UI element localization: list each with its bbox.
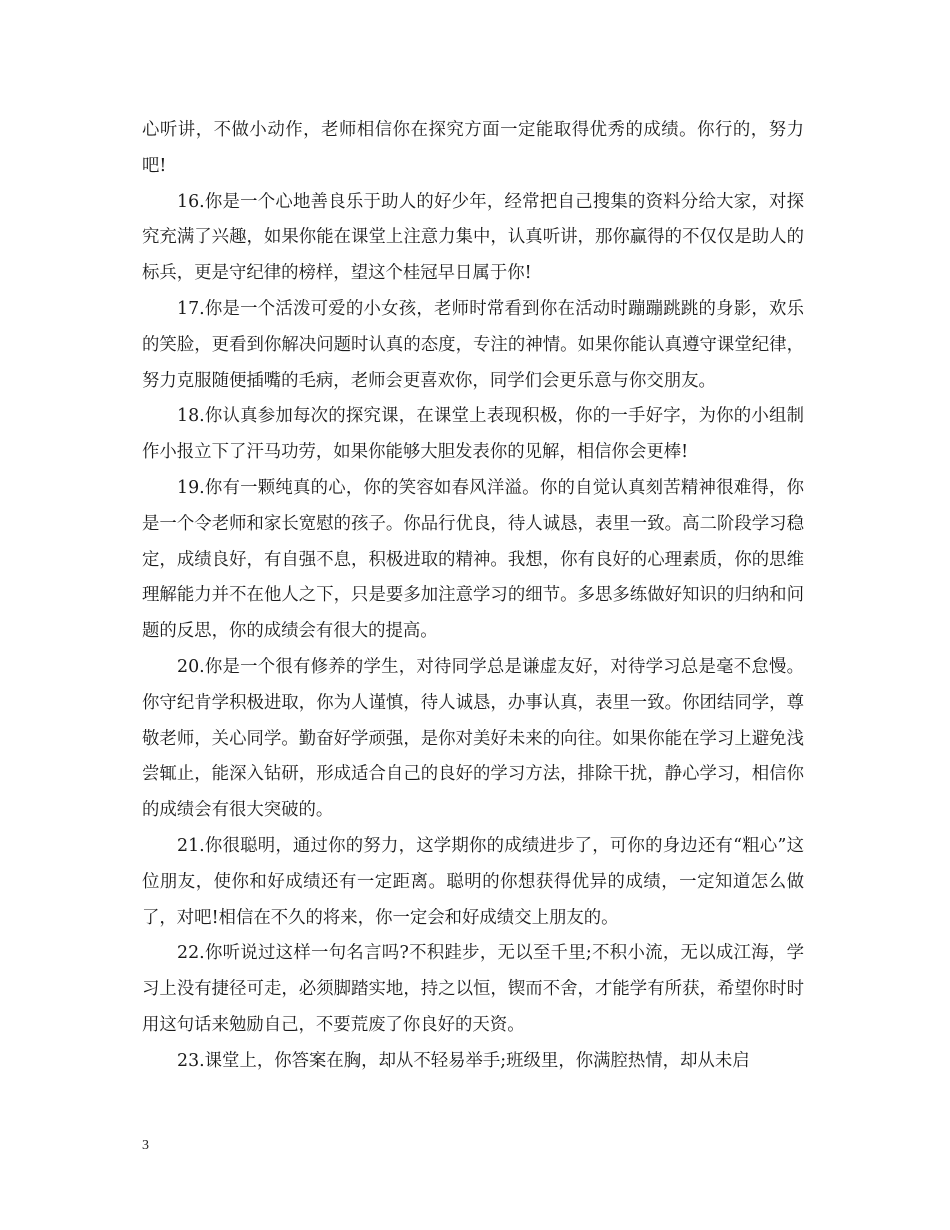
document-body xyxy=(142,113,804,1080)
paragraph-17: 17.你是一个活泼可爱的小女孩，老师时常看到你在活动时蹦蹦跳跳的身影，欢乐的笑脸，更看到你解决问题时认真的态度，专注的神情。如果你能认真遵守课堂纪律，努力克服随便插嘴的毛病，老师会更喜欢你，同学们会更乐意与你交朋友。 xyxy=(142,298,804,391)
paragraph-21: 21.你很聪明，通过你的努力，这学期你的成绩进步了，可你的身边还有“粗心”这位朋友，使你和好成绩还有一定距离。聪明的你想获得优异的成绩，一定知道怎么做了，对吧!相信在不久的将来，你一定会和好成绩交上朋友的。 xyxy=(142,835,804,928)
paragraph-23: 23.课堂上，你答案在胸，却从不轻易举手;班级里，你满腔热情，却从未启 xyxy=(177,1050,750,1071)
page-number: 3 xyxy=(142,1138,149,1153)
paragraph-19: 19.你有一颗纯真的心，你的笑容如春风洋溢。你的自觉认真刻苦精神很难得，你是一个令老师和家长宽慰的孩子。你品行优良，待人诚恳，表里一致。高二阶段学习稳定，成绩良好，有自强不息，积极进取的精神。我想，你有良好的心理素质，你的思维理解能力并不在他人之下，只是要多加注意学习的细节。多思多练做好知识的归纳和问题的反思，你的成绩会有很大的提高。 xyxy=(142,477,804,642)
paragraph-continuation: 心听讲，不做小动作，老师相信你在探究方面一定能取得优秀的成绩。你行的，努力吧! xyxy=(142,120,804,176)
paragraph-22: 22.你听说过这样一句名言吗?不积跬步，无以至千里;不积小流，无以成江海，学习上没有捷径可走，必须脚踏实地，持之以恒，锲而不舍，才能学有所获，希望你时时用这句话来勉励自己，不要荒废了你良好的天资。 xyxy=(142,943,804,1035)
paragraph-20: 20.你是一个很有修养的学生，对待同学总是谦虚友好，对待学习总是毫不怠慢。你守纪肯学积极进取，你为人谨慎，待人诚恳，办事认真，表里一致。你团结同学，尊敬老师，关心同学。勤奋好学顽强，是你对美好未来的向往。如果你能在学习上避免浅尝辄止，能深入钻研，形成适合自己的良好的学习方法，排除干扰，静心学习，相信你的成绩会有很大突破的。 xyxy=(142,656,804,821)
paragraph-18: 18.你认真参加每次的探究课，在课堂上表现积极，你的一手好字，为你的小组制作小报立下了汗马功劳，如果你能够大胆发表你的见解，相信你会更棒! xyxy=(142,406,804,463)
paragraph-16: 16.你是一个心地善良乐于助人的好少年，经常把自己搜集的资料分给大家，对探究充满了兴趣，如果你能在课堂上注意力集中，认真听讲，那你赢得的不仅仅是助人的标兵，更是守纪律的榜样，望这个桂冠早日属于你! xyxy=(142,191,804,284)
